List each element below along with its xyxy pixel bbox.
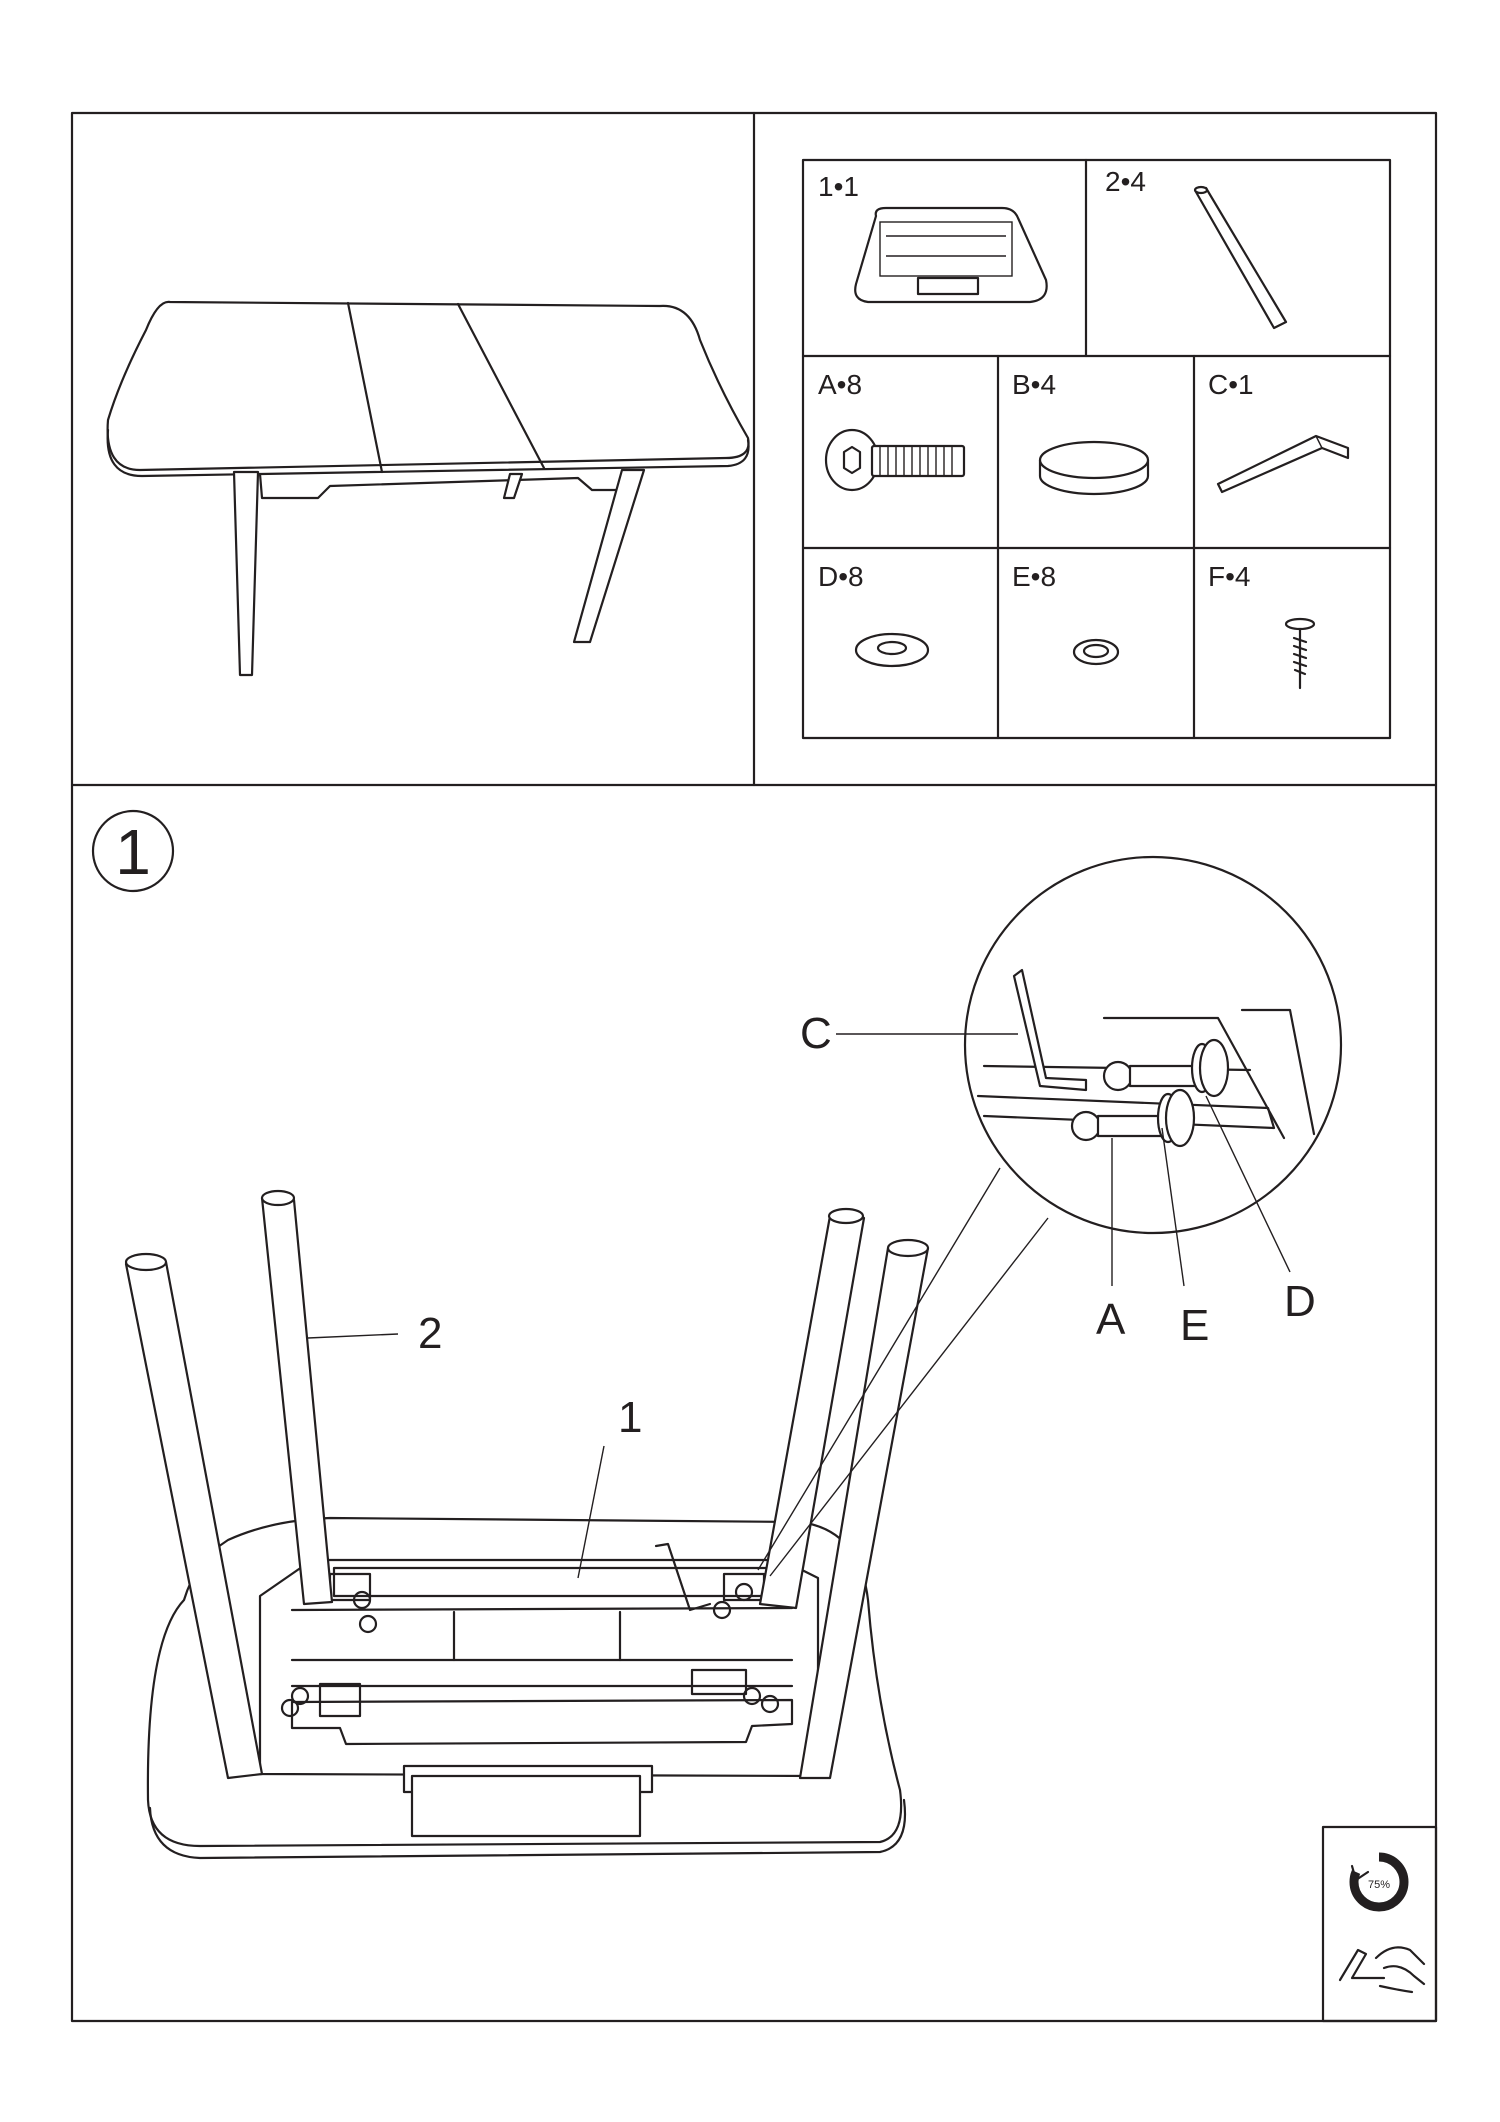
part-A-bolt-icon [826,430,964,490]
part-label-F: F•4 [1208,561,1251,592]
part-label-1: 1•1 [818,171,859,202]
callout-E: E [1180,1301,1210,1350]
part-label-2: 2•4 [1105,166,1146,197]
part-D-washer-icon [856,634,928,666]
part-label-E: E•8 [1012,561,1057,592]
callout-A: A [1096,1295,1126,1344]
part-label-C: C•1 [1208,369,1254,400]
part-F-screw-icon [1286,619,1314,688]
step1-leader-lines [308,1168,1048,1578]
hand-turning-key-icon [1340,1947,1424,1992]
callout-frame: 1 [618,1393,643,1442]
part-label-D: D•8 [818,561,864,592]
step-number: 1 [115,816,151,888]
part-C-allen-key-icon [1218,436,1348,492]
detail-zoom-circle [836,857,1341,1286]
callout-C: C [800,1009,832,1058]
part-1-table-frame-icon [855,208,1046,302]
callout-leg: 2 [418,1309,443,1358]
part-E-spring-washer-icon [1074,640,1118,664]
assembled-table-drawing [108,302,749,675]
callout-D: D [1284,1277,1316,1326]
part-label-A: A•8 [818,369,863,400]
part-B-pad-icon [1040,442,1148,494]
step1-table-drawing [126,1191,928,1858]
part-2-leg-icon [1195,187,1286,328]
tool-hint-box [1323,1827,1436,2021]
part-label-B: B•4 [1012,369,1057,400]
tool-hint-percent: 75% [1367,1879,1391,1891]
